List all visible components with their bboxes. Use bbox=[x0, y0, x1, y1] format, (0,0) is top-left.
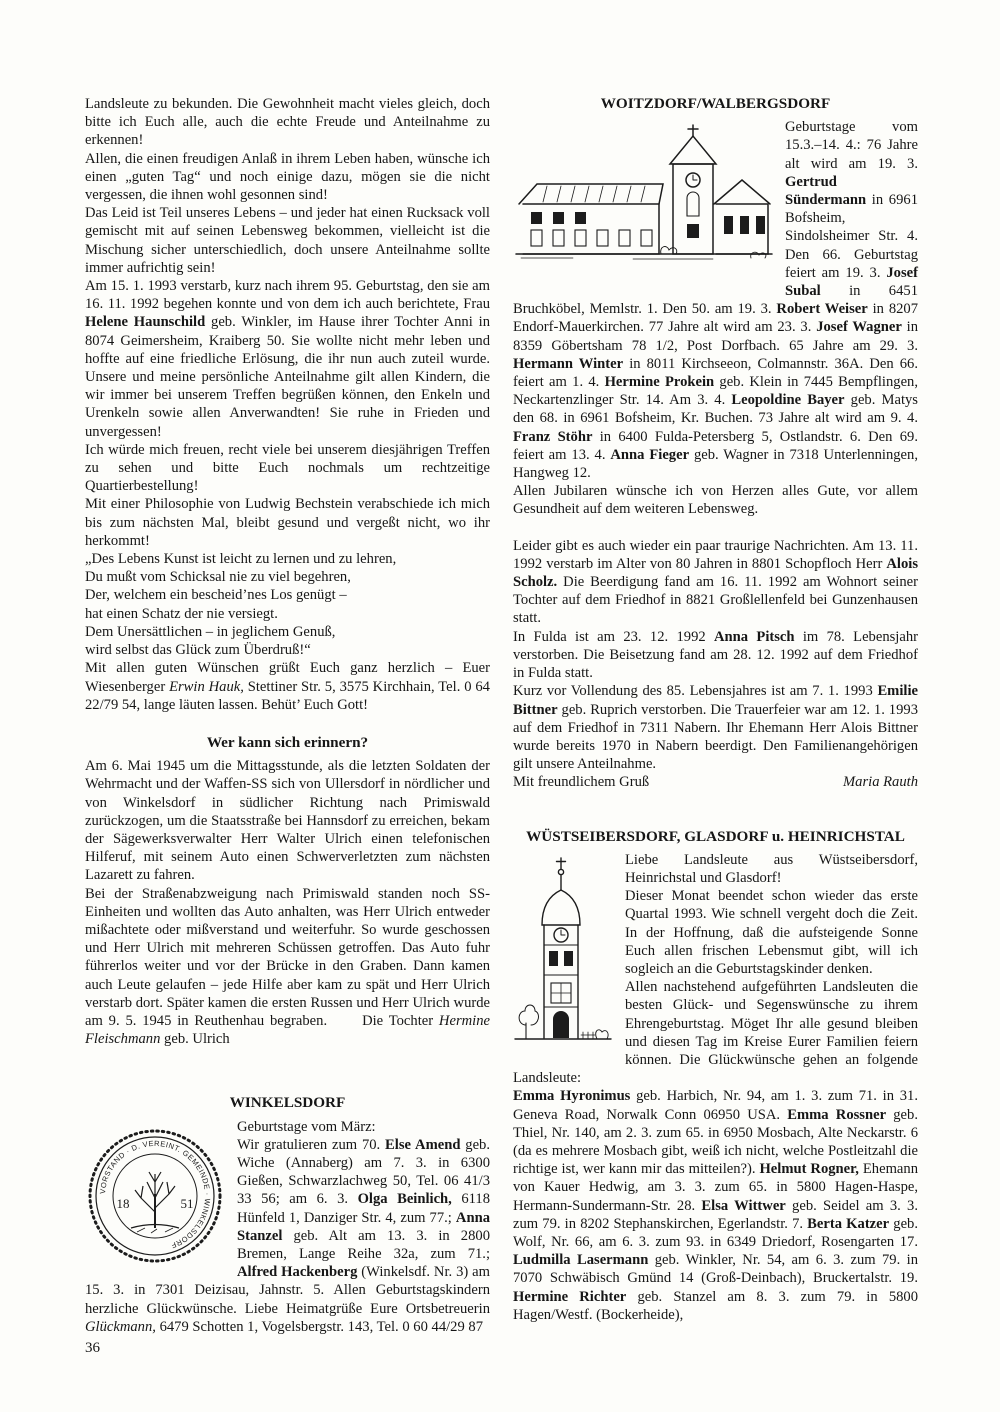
paragraph bbox=[85, 277, 490, 441]
text-run: Leopoldine Bayer bbox=[731, 392, 845, 409]
paragraph bbox=[85, 659, 490, 714]
church-tower-icon bbox=[513, 853, 613, 1053]
text-run: Robert Weiser bbox=[776, 301, 868, 318]
text-run: Kurz vor Vollendung des 85. Lebensjahres ist am 7. 1. 1993 bbox=[513, 683, 878, 700]
text-run: geb. Ruprich verstorben. Die Trauerfeier war am 12. 1. 1993 auf dem Friedhof in 7311 Nabern. Ihr Ehemann Herr Alois Bittner wurde bereits 1970 in Nabern beerdigt. Den Familienangehörigen gilt unsere Anteilnahme. bbox=[513, 701, 918, 773]
text-run: Leider gibt es auch wieder ein paar traurige Nachrichten. Am 13. 11. 1992 verstarb im Alter von 80 Jahren in 8801 Schopfloch Herr bbox=[513, 537, 918, 572]
text-run: Mit einer Philosophie von Ludwig Bechstein verabschiede ich mich bis zum nächsten Mal, bleibt gesund und vergeßt nicht, wo ihr herkommt! bbox=[85, 496, 490, 549]
text-run: 6479 Schotten 1, Vogelsbergstr. 143, Tel. 0 60 44/29 87 bbox=[155, 1318, 484, 1335]
text-run: Glückmann, bbox=[85, 1318, 156, 1335]
text-run: Erwin Hauk, bbox=[169, 678, 244, 695]
text-run: Geburtstage vom März: bbox=[237, 1118, 376, 1135]
text-run: Olga Beinlich, bbox=[357, 1191, 452, 1208]
spacer bbox=[85, 1048, 490, 1074]
text-run: Else Amend bbox=[385, 1136, 461, 1153]
poem-line: Der, welchem ein bescheid’nes Los genügt – bbox=[85, 587, 347, 604]
text-run: Allen, die einen freudigen Anlaß in ihrem Leben haben, wünsche ich einen „guten Tag“ und noch einige dazu, mögen sie die nicht vergessen, die ihnen wohl gesonnen sind! bbox=[85, 150, 490, 204]
text-run: im 78. Lebensjahr verstorben. Die Beisetzung fand am 28. 12. 1992 auf dem Friedhof in Fulda statt. bbox=[513, 628, 918, 682]
text-run: geb. Stanzel am 8. 3. zum 79. in 5800 Hagen/Westf. (Bockerheide), bbox=[513, 1288, 919, 1323]
text-run: Bei der Straßenabzweigung nach Primiswald standen noch SS-Einheiten und wollten das Auto anhalten, was Herr Ulrich entweder mißachtete oder mißverstand und weiterfuhr. So wurde geschossen und Herr Ulrich mit mehreren Schüssen getroffen. Das Auto fuhr führerlos weiter und vor der Brücke in den Graben. Dann kamen auch Leute gelaufen – jede Hilfe aber kam zu spät und Herr Ulrich verstarb dort. Später kamen die ersten Russen und Herr Ulrich wurde am 9. 5. 1945 in Reuthenhau begraben. Die Tochter bbox=[85, 885, 490, 1029]
left-column bbox=[85, 95, 490, 1336]
text-run: Landsleute zu bekunden. Die Gewohnheit macht vieles gleich, doch bitte ich Euch alle, auch die echte Freude und Anteilnahme zu erkennen! bbox=[85, 96, 490, 149]
signature-name: Maria Rauth bbox=[843, 774, 918, 791]
text-run: geb. Seidel am 3. 3. zum 79. in 8202 Stephanskirchen, Egerlandstr. 7. bbox=[513, 1197, 918, 1232]
section-heading: WINKELSDORF bbox=[229, 1094, 346, 1112]
text-run: Anna Stanzel bbox=[237, 1209, 490, 1244]
text-run: Emma Rossner bbox=[787, 1106, 887, 1123]
paragraph bbox=[85, 204, 490, 277]
text-run: Stettiner Str. 5, 3575 Kirchhain, Tel. 0 64 22/79 54, lange läuten lassen. Behüt’ Euch Gott! bbox=[85, 678, 490, 713]
text-run: geb. Harbich, Nr. 94, am 1. 3. zum 71. in 31. Geneva Road, Norwalk Conn 06950 USA. bbox=[513, 1088, 919, 1123]
paragraph bbox=[85, 150, 490, 205]
text-run: (Winkelsdf. Nr. 3) am 15. 3. in 7301 Deizisau, Jahnstr. 5. Allen Geburtstagskindern herzliche Glückwünsche. Liebe Heimatgrüße Eure Ortsbetreuerin bbox=[85, 1264, 490, 1317]
seal-year-right: 51 bbox=[180, 1195, 194, 1211]
text-run: Alois Scholz. bbox=[513, 555, 918, 591]
section-heading: WÜSTSEIBERSDORF, GLASDORF u. HEINRICHSTAL bbox=[526, 827, 905, 845]
text-run: Dieser Monat beendet schon wieder das erste Quartal 1993. Wie schnell vergeht doch die Zeit. In der Hoffnung, daß die aufsteigende Sonne Euch allen frischen Lebensmut gibt, will ich sogleich an die Geburtstagskinder denken. bbox=[625, 888, 918, 977]
page-number: 36 bbox=[85, 1340, 100, 1356]
seal-year-left: 18 bbox=[116, 1195, 130, 1211]
seal-ring-text: VORSTAND · D. VEREINT. GEMEINDE · WINKELSDORF bbox=[97, 1138, 213, 1250]
text-run: Emma Hyronimus bbox=[513, 1088, 631, 1105]
signature-row bbox=[513, 773, 918, 791]
text-run: Hermine Prokein bbox=[604, 374, 715, 391]
text-run: Allen Jubilaren wünsche ich von Herzen alles Gute, vor allem Gesundheit auf dem weiteren Lebensweg. bbox=[513, 483, 918, 518]
text-run: Wir gratulieren zum 70. bbox=[237, 1136, 386, 1153]
paragraph bbox=[85, 95, 490, 150]
text-run: in 8359 Göbertsham 78 1/2, Post Dorfbach. 65 Jahre am 29. 3. bbox=[513, 319, 919, 354]
right-column bbox=[513, 95, 918, 1324]
text-run: Emilie Bittner bbox=[513, 683, 918, 718]
text-run: Allen nachstehend aufgeführten Landsleuten die besten Glück- und Segenswünsche zu ihrem Ehrengeburtstag. Möget Ihr alle gesund bleiben und diesen Tag im Kreise Eurer Familien feiern können. Die Glückwünsche gehen an folgende Landsleute: bbox=[513, 979, 918, 1087]
poem-line: Du mußt vom Schicksal nie zu viel begehren, bbox=[85, 569, 351, 586]
paragraph bbox=[85, 885, 490, 1049]
text-run: geb. Thiel, Nr. 140, am 2. 3. zum 65. in 6950 Mosbach, Alte Neckarstr. 6 (da es mehrere Mosbach gibt, weiß ich nicht, welche Postleitzahl die richtige ist, wer kann mir das mitteilen?). bbox=[513, 1106, 918, 1178]
text-run: Mit allen guten Wünschen grüßt Euch ganz herzlich – Euer Wiesenberger bbox=[85, 660, 490, 695]
text-run: geb. Wiche (Annaberg) am 7. 3. in 6300 Gießen, Schwarzlachweg 50, Tel. 06 41/3 33 56; am 6. 3. bbox=[237, 1136, 490, 1208]
text-run: Geburtstage vom 15.3.–14. 4.: 76 Jahre alt wird am 19. 3. bbox=[785, 119, 918, 172]
section-heading: Wer kann sich erinnern? bbox=[206, 733, 369, 751]
text-run: Ludmilla Lasermann bbox=[513, 1252, 649, 1269]
text-run: Elsa Wittwer bbox=[701, 1197, 786, 1214]
poem-line: „Des Lebens Kunst ist leicht zu lernen und zu lehren, bbox=[85, 551, 397, 568]
text-run: Alfred Hackenberg bbox=[237, 1264, 358, 1281]
text-run: Franz Stöhr bbox=[513, 428, 593, 445]
text-run: Anna Pitsch bbox=[714, 628, 795, 645]
text-run: Anna Fieger bbox=[610, 446, 690, 463]
text-run: Am 15. 1. 1993 verstarb, kurz nach ihrem 95. Geburtstag, den sie am 16. 11. 1992 begehen konnte und von dem ich auch berichtete, Frau bbox=[85, 278, 490, 313]
text-run: Ich würde mich freuen, recht viele bei unserem diesjährigen Treffen zu sehen und bitte Euch nochmals um rechtzeitige Quartierbestellung! bbox=[85, 441, 490, 495]
text-run: Ehemann von Kauer Hedwig, am 3. 3. zum 65. in 5800 Hagen-Haspe, Hermann-Sundermann-Str. 28. bbox=[513, 1161, 918, 1214]
text-run: Hermine Fleischmann bbox=[85, 1012, 490, 1048]
text-run: geb. Ulrich bbox=[160, 1031, 230, 1048]
wuestseibersdorf-tower-illustration bbox=[513, 853, 613, 1053]
church-icon bbox=[513, 120, 775, 280]
paragraph bbox=[85, 757, 490, 884]
winkelsdorf-seal-illustration bbox=[85, 1120, 225, 1268]
text-run: geb. Winkler, Nr. 54, am 6. 3. zum 79. in 7070 Schwäbisch Gmünd 14 (Groß-Deinbach), Bruckertalstr. 19. bbox=[513, 1252, 918, 1287]
text-run: geb. Alt am 13. 3. in 2800 Bremen, Lange Reihe 32a, zum 71.; bbox=[237, 1227, 490, 1262]
text-run: 6118 Hünfeld 1, Danziger Str. 4, zum 77.; bbox=[237, 1191, 490, 1226]
text-run: in 6400 Fulda-Petersberg 5, Ostlandstr. 6. Den 69. feiert am 13. 4. bbox=[513, 428, 918, 463]
poem-line: hat einen Schatz der nie versiegt. bbox=[85, 605, 278, 622]
text-run: Helmut Rogner, bbox=[759, 1161, 859, 1178]
text-run: Am 6. Mai 1945 um die Mittagsstunde, als die letzten Soldaten der Wehrmacht und der Waffen-SS sich von Ullersdorf in nördlicher und von Winkelsdorf in südlicher Richtung nach Primiswald zurückzogen, um die Staatsstraße bei Hannsdorf zu erreichen, bekam der Sägewerksverwalter Herr Walter Ulrich einen telefonischen Hilferuf, mit seinem Auto einen Schwerverletzten zum nächsten Lazarett zu fahren. bbox=[85, 758, 490, 884]
paragraph bbox=[513, 482, 918, 518]
text-run: Hermann Winter bbox=[513, 355, 624, 372]
text-run: in 6961 Bofsheim, Sindolsheimer Str. 4. Den 66. Geburtstag feiert am 19. 3. bbox=[785, 192, 918, 281]
paragraph bbox=[513, 682, 918, 773]
text-run: geb. Wagner in 7318 Unterlenningen, Hangweg 12. bbox=[513, 446, 918, 482]
poem-line: wird selbst das Glück zum Überdruß!“ bbox=[85, 642, 311, 659]
text-run: Die Beerdigung fand am 16. 11. 1992 am Wohnort seiner Tochter auf dem Friedhof in 8821 Großlellenfeld bei Gunzenhausen statt. bbox=[513, 574, 918, 627]
text-run: Josef Wagner bbox=[816, 319, 902, 336]
spacer bbox=[513, 519, 918, 537]
page-content bbox=[85, 95, 918, 1336]
text-run: Gertrud Sündermann bbox=[785, 173, 867, 209]
text-run: geb. Wolf, Nr. 66, am 6. 3. zum 93. in 6349 Driedorf, Rosengarten 17. bbox=[513, 1215, 919, 1250]
text-run: Hermine Richter bbox=[513, 1288, 627, 1305]
section-heading: WOITZDORF/WALBERGSDORF bbox=[600, 95, 831, 112]
paragraph bbox=[513, 628, 918, 683]
paragraph bbox=[513, 1087, 918, 1324]
closing-phrase: Mit freundlichem Gruß bbox=[513, 774, 650, 791]
text-run: in 6451 Bruchköbel, Memlstr. 1. Den 50. am 19. 3. bbox=[513, 283, 918, 318]
text-run: In Fulda ist am 23. 12. 1992 bbox=[513, 628, 714, 645]
woitzdorf-church-illustration bbox=[513, 120, 775, 280]
text-run: geb. Winkler, im Hause ihrer Tochter Anni in 8074 Geimersheim, Kraiberg 50. Sie wollte nicht mehr leben und hoffte auf eine friedliche Erlösung, die ihr nun auch zuteil wurde. Unsere und meine persönliche Anteilnahme gilt allen Kindern, die wir immer bei unserem Treffen begrüßen können, den Enkeln und Urenkeln sowie allen Anverwandten! Sie ruhe in Frieden und unvergessen! bbox=[85, 314, 490, 440]
text-run: Berta Katzer bbox=[807, 1215, 890, 1232]
seal-icon bbox=[85, 1120, 225, 1268]
text-run: Helene Haunschild bbox=[85, 314, 206, 331]
paragraph bbox=[513, 537, 918, 628]
text-run: in 8207 Endorf-Mauerkirchen. 77 Jahre alt wird am 23. 3. bbox=[513, 301, 919, 336]
paragraph bbox=[85, 441, 490, 496]
text-run: geb. Klein in 7445 Bempflingen, Neckartenzlinger Str. 14. Am 3. 4. bbox=[513, 374, 918, 409]
poem bbox=[85, 550, 490, 659]
text-run: Liebe Landsleute aus Wüstseibersdorf, Heinrichstal und Glasdorf! bbox=[625, 851, 918, 886]
text-run: Josef Subal bbox=[785, 264, 918, 300]
paragraph bbox=[85, 495, 490, 550]
spacer bbox=[513, 792, 918, 808]
poem-line: Dem Unersättlichen – in jeglichem Genuß, bbox=[85, 623, 336, 640]
text-run: in 8011 Kirchseeon, Colmannstr. 36A. Den 66. feiert am 1. 4. bbox=[513, 355, 918, 391]
text-run: geb. Matys den 68. in 6961 Bofsheim, Kr. Buchen. 73 Jahre alt wird am 9. 4. bbox=[513, 392, 918, 427]
text-run: Das Leid ist Teil unseres Lebens – und jeder hat einen Rucksack voll gemischt mit auf seinen Lebensweg bekommen, vielleicht ist die Mischung sicher unterschiedlich, doch unsere Anteilnahme sollte immer aufrichtig sein! bbox=[85, 205, 490, 276]
